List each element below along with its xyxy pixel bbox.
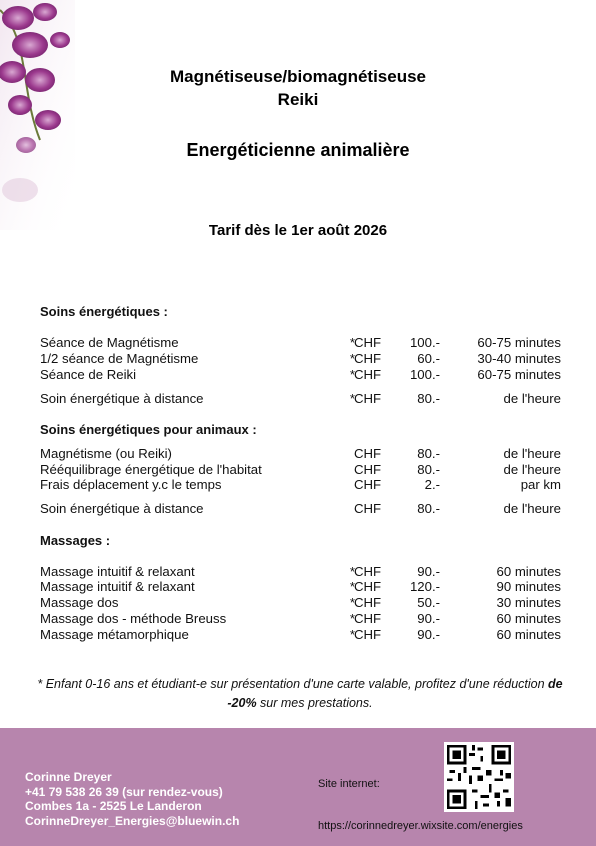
- discount-star: *: [349, 579, 355, 594]
- note-text-end: sur mes prestations.: [256, 696, 373, 710]
- duration: de l'heure: [503, 462, 561, 477]
- currency: CHF: [354, 462, 382, 477]
- currency: CHF: [354, 579, 382, 594]
- currency: CHF: [354, 611, 382, 626]
- duration: par km: [520, 477, 561, 492]
- price-row: [40, 335, 565, 351]
- currency: CHF: [354, 564, 382, 579]
- price-row: [40, 579, 565, 595]
- duration: de l'heure: [503, 391, 561, 406]
- currency: CHF: [354, 595, 382, 610]
- contact-block: [25, 770, 239, 828]
- price: 100.-: [409, 335, 440, 350]
- duration: de l'heure: [503, 501, 561, 516]
- price: 90.-: [417, 627, 440, 642]
- title-reiki: Reiki: [277, 90, 319, 109]
- service-label: Soin énergétique à distance: [40, 501, 204, 516]
- price-row: [40, 595, 565, 611]
- contact-name: Corinne Dreyer: [25, 770, 112, 784]
- service-label: Séance de Magnétisme: [40, 335, 179, 350]
- price-row: [40, 462, 565, 478]
- service-label: Massage intuitif & relaxant: [40, 564, 195, 579]
- title-magnetiseuse: Magnétiseuse/biomagnétiseuse: [169, 67, 427, 86]
- discount-star: *: [349, 351, 355, 366]
- price: 100.-: [409, 367, 440, 382]
- service-label: Séance de Reiki: [40, 367, 137, 382]
- currency: CHF: [354, 627, 382, 642]
- service-label: Massage intuitif & relaxant: [40, 579, 195, 594]
- service-label: Magnétisme (ou Reiki): [40, 446, 172, 461]
- service-label: Massage dos: [40, 595, 119, 610]
- duration: de l'heure: [503, 446, 561, 461]
- qr-code[interactable]: [444, 742, 514, 812]
- duration: 60-75 minutes: [477, 367, 561, 382]
- service-label: Massage dos - méthode Breuss: [40, 611, 227, 626]
- section-title: Massages :: [40, 533, 111, 548]
- price-row: [40, 611, 565, 627]
- duration: 60-75 minutes: [477, 335, 561, 350]
- price: 80.-: [417, 446, 440, 461]
- footer: [0, 728, 596, 846]
- duration: 60 minutes: [496, 611, 561, 626]
- price-row: [40, 367, 565, 383]
- price: 50.-: [417, 595, 440, 610]
- section-title: Soins énergétiques pour animaux :: [40, 422, 257, 437]
- duration: 90 minutes: [496, 579, 561, 594]
- service-label: Soin énergétique à distance: [40, 391, 204, 406]
- price: 90.-: [417, 564, 440, 579]
- orchid-decoration: [0, 0, 90, 230]
- service-label: Rééquilibrage énergétique de l'habitat: [40, 462, 262, 477]
- service-label: 1/2 séance de Magnétisme: [40, 351, 199, 366]
- duration: 30-40 minutes: [477, 351, 561, 366]
- currency: CHF: [354, 351, 382, 366]
- service-label: Frais déplacement y.c le temps: [40, 477, 222, 492]
- price-row: [40, 391, 565, 407]
- price-row: [40, 501, 565, 517]
- discount-star: *: [349, 564, 355, 579]
- site-url[interactable]: https://corinnedreyer.wixsite.com/energies: [318, 820, 523, 832]
- price: 90.-: [417, 611, 440, 626]
- price-row: [40, 446, 565, 462]
- discount-star: *: [349, 611, 355, 626]
- duration: 60 minutes: [496, 627, 561, 642]
- price: 80.-: [417, 391, 440, 406]
- duration: 30 minutes: [496, 595, 561, 610]
- price-row: [40, 564, 565, 580]
- contact-email[interactable]: CorinneDreyer_Energies@bluewin.ch: [25, 813, 240, 828]
- note-discount: de -20%: [227, 677, 563, 710]
- currency: CHF: [354, 335, 382, 350]
- tarif-heading: Tarif dès le 1er août 2026: [208, 222, 388, 239]
- price: 80.-: [417, 462, 440, 477]
- price: 2.-: [424, 477, 440, 492]
- section-title: Soins énergétiques :: [40, 304, 168, 319]
- currency: CHF: [354, 391, 382, 406]
- price: 60.-: [417, 351, 440, 366]
- discount-note: [30, 675, 570, 713]
- discount-star: *: [349, 627, 355, 642]
- price: 80.-: [417, 501, 440, 516]
- contact-phone[interactable]: +41 79 538 26 39 (sur rendez-vous): [25, 784, 223, 799]
- contact-address: Combes 1a - 2525 Le Landeron: [25, 799, 202, 813]
- discount-star: *: [349, 335, 355, 350]
- note-text: * Enfant 0-16 ans et étudiant-e sur présentation d'une carte valable, profitez d'une réduction: [37, 677, 549, 691]
- discount-star: *: [349, 595, 355, 610]
- currency: CHF: [354, 477, 382, 492]
- discount-star: *: [349, 367, 355, 382]
- currency: CHF: [354, 501, 382, 516]
- discount-star: *: [349, 391, 355, 406]
- site-label: Site internet:: [318, 778, 380, 790]
- price-row: [40, 351, 565, 367]
- currency: CHF: [354, 367, 382, 382]
- price: 120.-: [409, 579, 440, 594]
- duration: 60 minutes: [496, 564, 561, 579]
- title-energeticienne: Energéticienne animalière: [186, 140, 410, 160]
- price-row: [40, 627, 565, 643]
- currency: CHF: [354, 446, 382, 461]
- service-label: Massage métamorphique: [40, 627, 189, 642]
- price-row: [40, 477, 565, 493]
